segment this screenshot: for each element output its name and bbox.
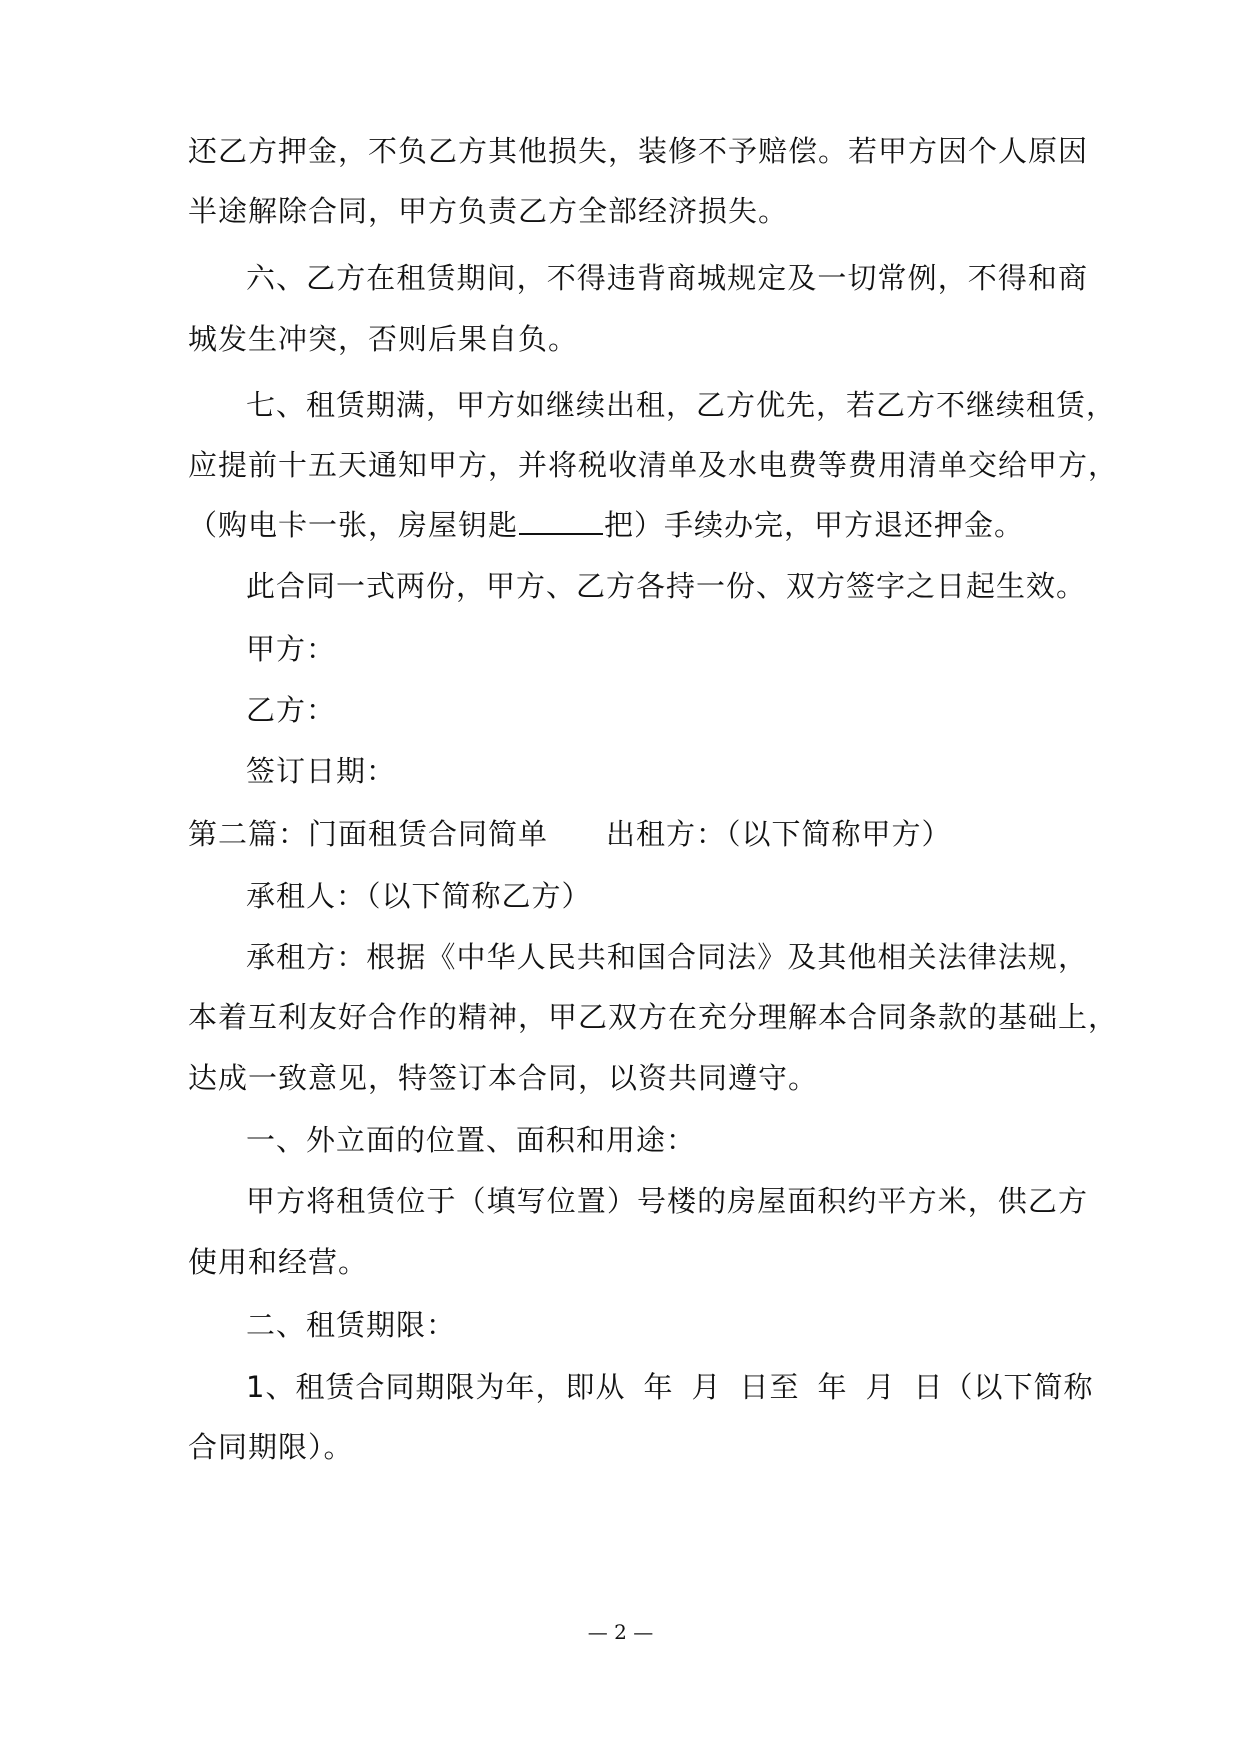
text-segment: 月 [865,1370,896,1404]
text-line: 六、乙方在租赁期间，不得违背商城规定及一切常例，不得和商 [246,261,1088,295]
text-line: 城发生冲突，否则后果自负。 [188,322,579,356]
text-line: 此合同一式两份，甲方、乙方各持一份、双方签字之日起生效。 [246,569,1087,603]
text-line [246,1367,1146,1407]
text-line: 达成一致意见，特签订本合同，以资共同遵守。 [188,1061,819,1095]
text-segment: 年 [643,1370,674,1404]
text-segment: 把）手续办完，甲方退还押金。 [604,508,1025,542]
clause-heading: 一、外立面的位置、面积和用途： [246,1123,697,1157]
text-line: 承租方：根据《中华人民共和国合同法》及其他相关法律法规， [246,940,1088,974]
text-segment: 1、租赁合同期限为年，即从 [246,1370,626,1404]
section-heading-line [188,814,1088,854]
text-segment: 月 [691,1370,722,1404]
text-segment: 日至 [739,1370,800,1404]
text-line [188,505,1088,545]
lessor-label: 出租方：（以下简称甲方） [606,817,952,851]
text-line: 甲方将租赁位于（填写位置）号楼的房屋面积约平方米，供乙方 [246,1184,1088,1218]
text-line: 应提前十五天通知甲方，并将税收清单及水电费等费用清单交给甲方， [188,448,1119,482]
key-count-blank [519,505,603,535]
text-line: 合同期限）。 [188,1430,354,1464]
text-segment: 年 [817,1370,848,1404]
text-segment: 日（以下简称 [913,1370,1094,1404]
party-a-signature-label: 甲方： [246,632,337,666]
party-b-signature-label: 乙方： [246,693,337,727]
text-line: 半途解除合同，甲方负责乙方全部经济损失。 [188,194,789,228]
text-line: 还乙方押金，不负乙方其他损失，装修不予赔偿。若甲方因个人原因 [188,134,1089,168]
text-segment: （购电卡一张，房屋钥匙 [188,508,519,542]
text-line: 本着互利友好合作的精神，甲乙双方在充分理解本合同条款的基础上， [188,1000,1119,1034]
text-line: 七、租赁期满，甲方如继续出租，乙方优先，若乙方不继续租赁， [246,388,1117,422]
signing-date-label: 签订日期： [246,754,397,788]
clause-heading: 二、租赁期限： [246,1308,457,1342]
section-heading: 第二篇：门面租赁合同简单 [188,817,549,851]
page-number: — 2 — [587,1620,654,1644]
text-line: 使用和经营。 [188,1245,369,1279]
lessee-label: 承租人：（以下简称乙方） [246,879,592,913]
